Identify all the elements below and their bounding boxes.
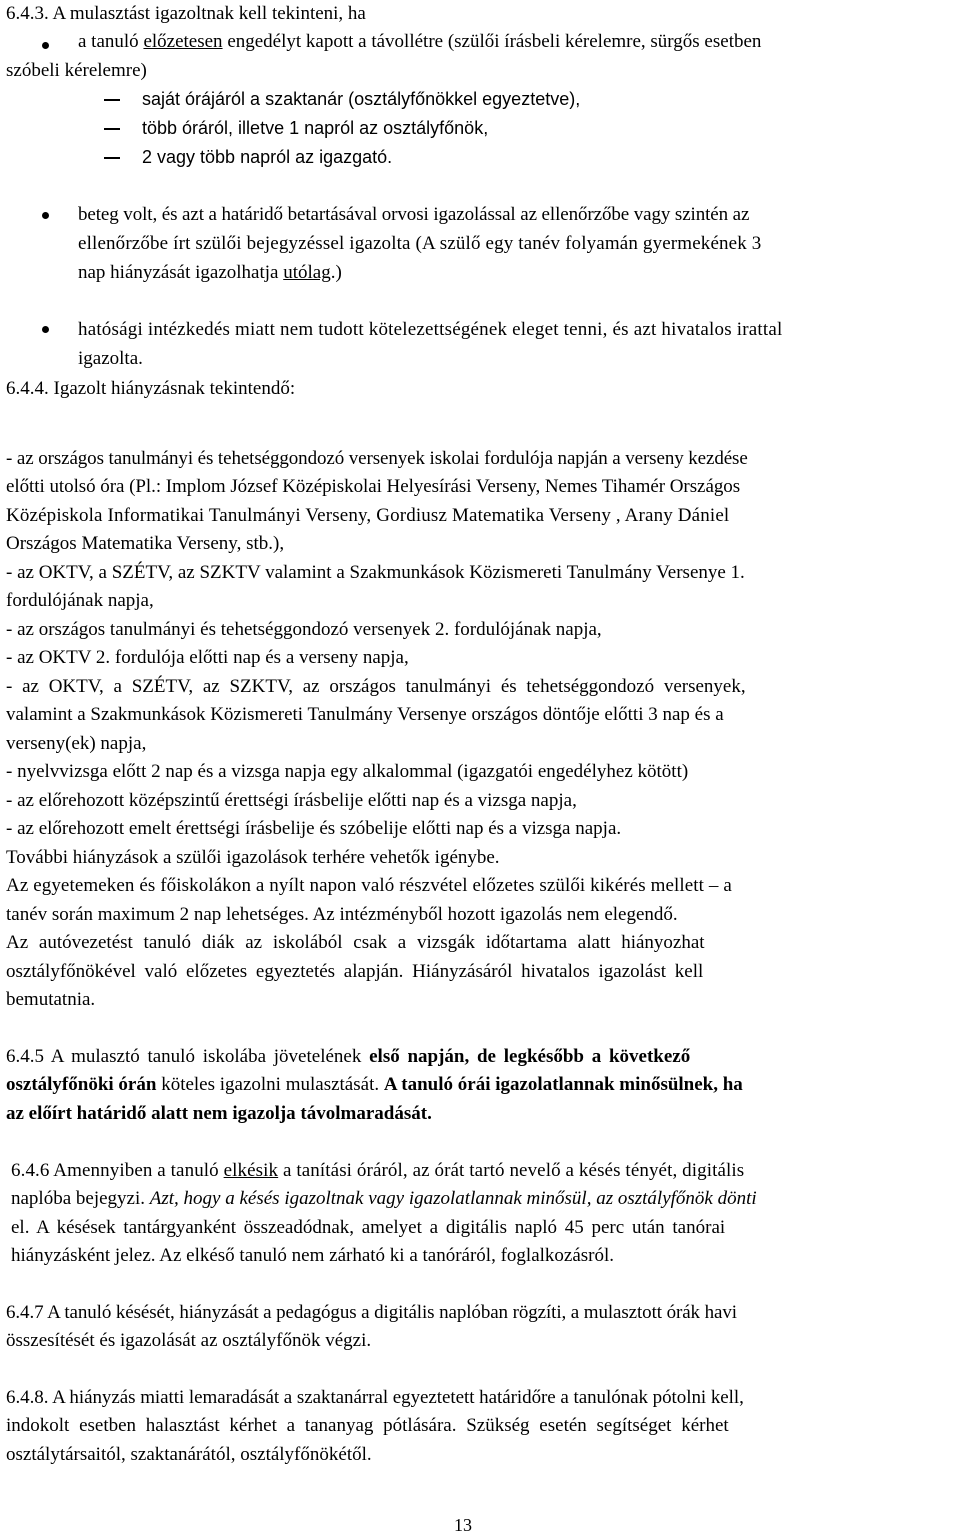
- paragraph-6-4-5-line-2: osztályfőnöki órán köteles igazolni mulasztását. A tanuló órái igazolatlannak minősülnek, ha: [6, 1074, 743, 1095]
- bullet-item-2-line-3: nap hiányzását igazolhatja utólag.): [78, 262, 342, 283]
- paragraph-line: verseny(ek) napja,: [6, 733, 147, 754]
- paragraph-6-4-8-line-2: indokolt esetben halasztást kérhet a tananyag pótlására. Szükség esetén segítséget kérhet: [6, 1415, 729, 1436]
- paragraph-6-4-6-line-1: 6.4.6 Amennyiben a tanuló elkésik a tanítási óráról, az órát tartó nevelő a késés tényét, digitális: [11, 1160, 745, 1181]
- underlined-word: előzetesen: [143, 31, 223, 52]
- paragraph-line: - az előrehozott emelt érettségi írásbelije és szóbelije előtti nap és a vizsga napja.: [6, 818, 622, 839]
- dash-item-1: saját órájáról a szaktanár (osztályfőnökkel egyeztetve),: [142, 89, 581, 109]
- bullet-icon: [42, 42, 49, 49]
- bullet-item-3-line-2: igazolta.: [78, 348, 143, 369]
- section-heading-6-4-4: 6.4.4. Igazolt hiányzásnak tekintendő:: [6, 378, 296, 399]
- paragraph-line: - az OKTV 2. fordulója előtti nap és a verseny napja,: [6, 647, 409, 668]
- paragraph-line: Az egyetemeken és főiskolákon a nyílt napon való részvétel előzetes szülői kikérés mellett – a: [6, 875, 732, 896]
- paragraph-line: - az OKTV, a SZÉTV, az SZKTV valamint a Szakmunkások Közismereti Tanulmány Versenye 1.: [6, 562, 745, 583]
- bullet-icon: [42, 212, 49, 219]
- bullet-item-2-line-2: ellenőrzőbe írt szülői bejegyzéssel igazolta (A szülő egy tanév folyamán gyermekének 3: [78, 233, 762, 254]
- paragraph-line: osztályfőnökével való előzetes egyeztetés alapján. Hiányzásáról hivatalos igazolást kell: [6, 961, 704, 982]
- dash-icon: [104, 128, 120, 130]
- bullet-item-1-continuation: szóbeli kérelemre): [6, 60, 147, 81]
- underlined-word: elkésik: [223, 1160, 279, 1181]
- paragraph-6-4-6-line-4: hiányzásként jelez. Az elkéső tanuló nem zárható ki a tanóráról, foglalkozásról.: [11, 1245, 615, 1266]
- paragraph-6-4-5-line-1: 6.4.5 A mulasztó tanuló iskolába jövetelének első napján, de legkésőbb a következő: [6, 1046, 691, 1067]
- paragraph-6-4-7-line-1: 6.4.7 A tanuló késését, hiányzását a pedagógus a digitális naplóban rögzíti, a mulasztott órák havi: [6, 1302, 737, 1323]
- paragraph-line: További hiányzások a szülői igazolások terhére vehetők igénybe.: [6, 847, 500, 868]
- paragraph-line: Az autóvezetést tanuló diák az iskolából csak a vizsgák időtartama alatt hiányozhat: [6, 932, 705, 953]
- section-heading-6-4-3: 6.4.3. A mulasztást igazoltnak kell tekinteni, ha: [6, 3, 366, 24]
- paragraph-line: bemutatnia.: [6, 989, 96, 1010]
- bullet-item-3-line-1: hatósági intézkedés miatt nem tudott kötelezettségének eleget tenni, és azt hivatalos irattal: [78, 319, 783, 340]
- dash-item-3: 2 vagy több napról az igazgató.: [142, 147, 393, 167]
- paragraph-6-4-6-line-2: naplóba bejegyzi. Azt, hogy a késés igazoltnak vagy igazolatlannak minősül, az osztályfőnök dönti: [11, 1188, 757, 1209]
- dash-icon: [104, 157, 120, 159]
- dash-icon: [104, 99, 120, 101]
- paragraph-line: Középiskola Informatikai Tanulmányi Verseny, Gordiusz Matematika Verseny , Arany Dániel: [6, 505, 730, 526]
- paragraph-line: - az OKTV, a SZÉTV, az SZKTV, az országos tanulmányi és tehetséggondozó versenyek,: [6, 676, 746, 697]
- paragraph-line: - az előrehozott középszintű érettségi írásbelije előtti nap és a vizsga napja,: [6, 790, 577, 811]
- bullet-icon: [42, 326, 49, 333]
- page-number: 13: [454, 1515, 472, 1535]
- paragraph-6-4-8-line-1: 6.4.8. A hiányzás miatti lemaradását a szaktanárral egyeztetett határidőre a tanulónak pótolni kell,: [6, 1387, 744, 1408]
- paragraph-line: - nyelvvizsga előtt 2 nap és a vizsga napja egy alkalommal (igazgatói engedélyhez kötött): [6, 761, 689, 782]
- paragraph-6-4-8-line-3: osztálytársaitól, szaktanárától, osztályfőnökétől.: [6, 1444, 372, 1465]
- paragraph-line: Országos Matematika Verseny, stb.),: [6, 533, 285, 554]
- paragraph-line: - az országos tanulmányi és tehetséggondozó versenyek 2. fordulójának napja,: [6, 619, 602, 640]
- paragraph-6-4-7-line-2: összesítését és igazolását az osztályfőnök végzi.: [6, 1330, 372, 1351]
- dash-item-2: több óráról, illetve 1 napról az osztályfőnök,: [142, 118, 489, 138]
- paragraph-6-4-5-line-3: az előírt határidő alatt nem igazolja távolmaradását.: [6, 1103, 432, 1124]
- underlined-word: utólag: [283, 262, 331, 283]
- paragraph-line: valamint a Szakmunkások Közismereti Tanulmány Versenye országos döntője előtti 3 nap és a: [6, 704, 724, 725]
- paragraph-line: fordulójának napja,: [6, 590, 154, 611]
- paragraph-line: előtti utolsó óra (Pl.: Implom József Középiskolai Helyesírási Verseny, Nemes Tihamér Országos: [6, 476, 741, 497]
- bullet-item-2-line-1: beteg volt, és azt a határidő betartásával orvosi igazolással az ellenőrzőbe vagy szintén az: [78, 204, 750, 225]
- bullet-item-1: a tanuló előzetesen engedélyt kapott a távollétre (szülői írásbeli kérelemre, sürgős esetben: [78, 31, 762, 52]
- paragraph-6-4-6-line-3: el. A késések tantárgyanként összeadódnak, amelyet a digitális napló 45 perc után tanórai: [11, 1217, 726, 1238]
- paragraph-line: tanév során maximum 2 nap lehetséges. Az intézményből hozott igazolás nem elegendő.: [6, 904, 678, 925]
- paragraph-line: - az országos tanulmányi és tehetséggondozó versenyek iskolai fordulója napján a verseny kezdése: [6, 448, 748, 469]
